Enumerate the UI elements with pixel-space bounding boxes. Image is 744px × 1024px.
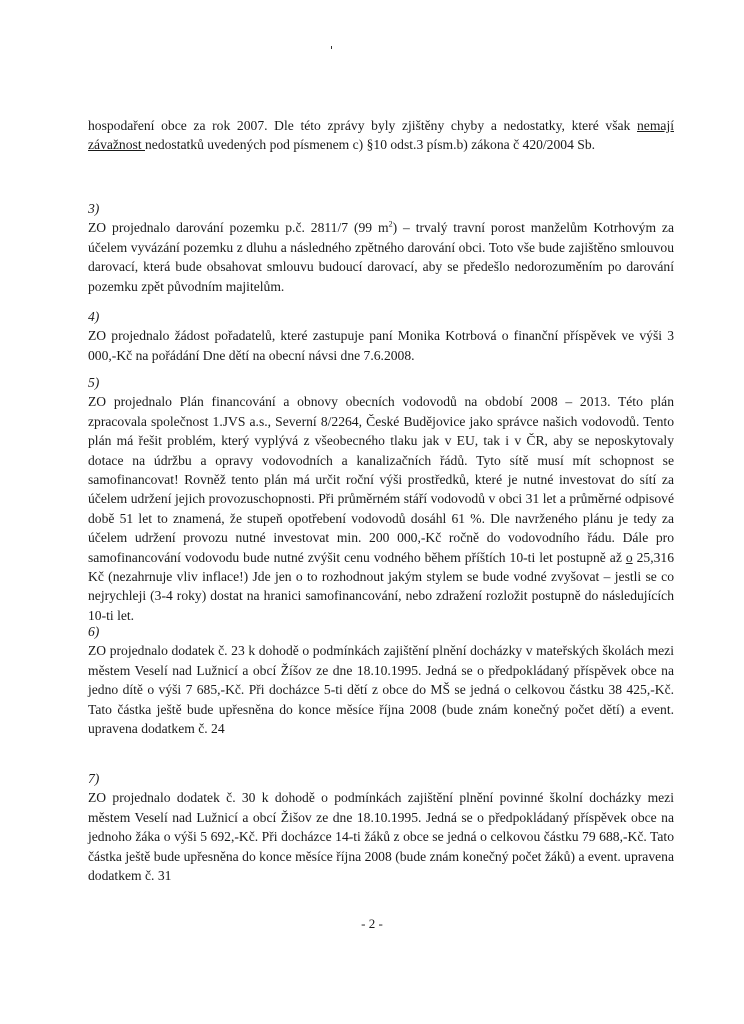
item-number: 3) bbox=[88, 201, 100, 216]
item-4 bbox=[88, 307, 674, 365]
underlined-phrase: nemají závažnost bbox=[88, 118, 674, 153]
item-number: 7) bbox=[88, 771, 100, 786]
item-number: 5) bbox=[88, 375, 100, 390]
superscript: 2 bbox=[388, 219, 393, 229]
item-5 bbox=[88, 373, 674, 625]
item-number: 4) bbox=[88, 309, 100, 324]
intro-text: hospodaření obce za rok 2007. Dle této zprávy byly zjištěny chyby a nedostatky, které však nemají závažnost nedostatků uvedených pod písmenem c) §10 odst.3 písm.b) zákona č 420/2004 Sb. bbox=[88, 118, 674, 153]
item-text: ZO projednalo Plán financování a obnovy obecních vodovodů na období 2008 – 2013. Této plán zpracovala společnost 1.JVS a.s., Severní 8/2264, České Budějovice jako správce našich vodovodů. Tento plán má řešit problém, který vyplývá z všeobecného tlaku jak v EU, tak i v ČR, aby se neposkytovaly dotace na údržbu a opravy vodovodních a kanalizačních řádů. Tyto sítě musí mít schopnost se samofinancovat! Rovněž tento plán má určit roční výši prostředků, které je nutné investovat do sítí za účelem udržení jejich provozuschopnosti. Při průměrném stáří vodovodů v obci 31 let a průměrné odpisové době 51 let to znamená, že stupeň opotřebení vodovodů dosáhl 61 %. Dle navrženého plánu je tedy za účelem udržení provozu nutné investovat min. 200 000,-Kč ročně do vodovodního řádu. Dále pro samofinancování vodovodu bude nutné zvýšit cenu vodného během příštích 10-ti let postupně až o 25,316 Kč (nezahrnuje vliv inflace!) Jde jen o to rozhodnout jakým stylem se bude vodné zvyšovat – jestli se co nejrychleji (3-4 roky) dostat na hranici samofinancování, nebo zdražení rozložit postupně do následujících 10-ti let. bbox=[88, 394, 674, 623]
item-text: ZO projednalo dodatek č. 30 k dohodě o podmínkách zajištění plnění povinné školní docházky mezi městem Veselí nad Lužnicí a obcí Žišov ze dne 18.10.1995. Jedná se o předpokládaný příspěvek obce na jednoho žáka o výši 5 692,-Kč. Při docházce 14-ti žáků z obce se jedná o celkovou částku 79 688,-Kč. Tato částka ještě bude upřesněna do konce měsíce října 2008 (bude znám konečný počet žáků) a event. upravena dodatkem č. 31 bbox=[88, 790, 674, 884]
item-text: ZO projednalo darování pozemku p.č. 2811/7 (99 $m^2$) – trvalý travní porost manželům Kotrhovým za účelem vyvázání pozemku z dluhu a následného zpětného darování obci. Toto vše bude zajištěno smlouvou darovací, která bude obsahovat smlouvu budoucí darovací, aby se předešlo nedorozuměním po darování pozemku zpět původním majitelům. bbox=[88, 219, 674, 294]
item-6 bbox=[88, 622, 674, 738]
item-number: 6) bbox=[88, 624, 100, 639]
page-number: - 2 - bbox=[361, 916, 383, 931]
item-7 bbox=[88, 769, 674, 885]
item-3 bbox=[88, 199, 674, 296]
intro-paragraph bbox=[88, 116, 674, 155]
item-text: ZO projednalo žádost pořadatelů, které zastupuje paní Monika Kotrbová o finanční příspěvek ve výši 3 000,-Kč na pořádání Dne dětí na obecní návsi dne 7.6.2008. bbox=[88, 328, 674, 363]
scan-artifact bbox=[331, 46, 332, 49]
item-text: ZO projednalo dodatek č. 23 k dohodě o podmínkách zajištění plnění docházky v mateřských školách mezi městem Veselí nad Lužnicí a obcí Žíšov ze dne 18.10.1995. Jedná se o předpokládaný příspěvek obce na jedno dítě o výši 7 685,-Kč. Při docházce 5-ti dětí z obce do MŠ se jedná o celkovou částku 38 425,-Kč. Tato částka ještě bude upřesněna do konce měsíce října 2008 (bude znám konečný počet dětí) a event. upravena dodatkem č. 24 bbox=[88, 643, 674, 737]
